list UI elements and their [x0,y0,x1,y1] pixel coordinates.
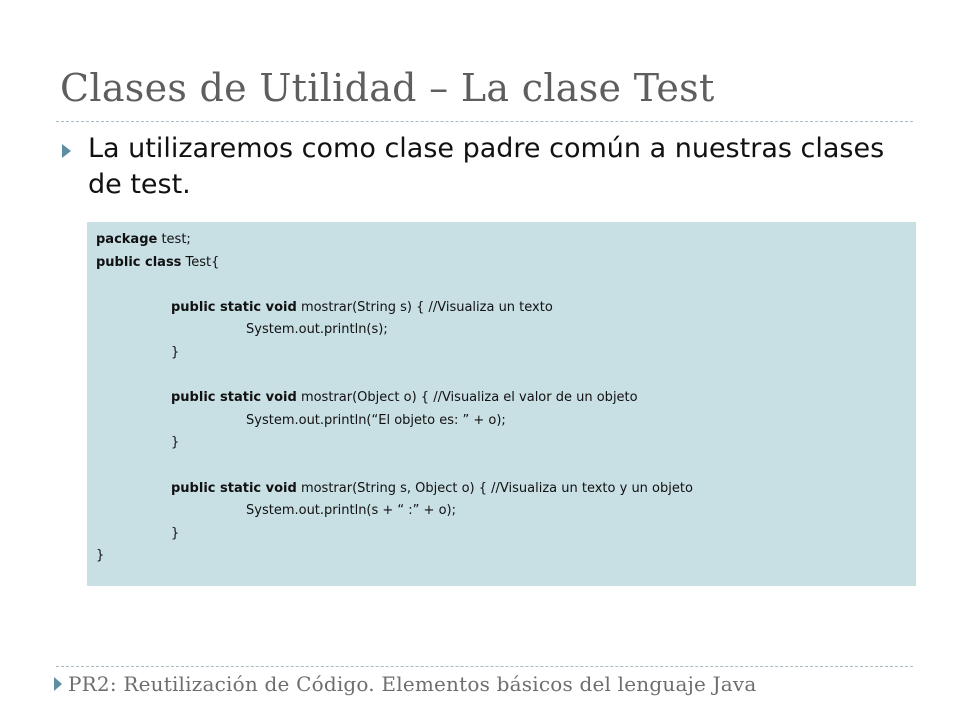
title-divider [56,121,913,122]
code-line [96,297,916,320]
code-line: } [171,525,180,541]
code-text: mostrar(Object o) { //Visualiza el valor de un objeto [296,390,638,406]
code-line: } [171,344,180,360]
code-text: mostrar(String s) { //Visualiza un texto [296,299,553,315]
code-text: test; [157,232,191,247]
code-keyword: public class [96,254,182,270]
code-line [96,229,916,252]
code-line: } [96,548,105,564]
code-text: mostrar(String s, Object o) { //Visualiza un texto y un objeto [296,480,693,496]
code-keyword: public static void [171,299,297,315]
footer-text: PR2: Reutilización de Código. Elementos básicos del lenguaje Java [68,672,757,696]
code-blank-line [96,455,916,478]
code-blank-line [96,274,916,297]
code-text: Test{ [181,254,220,270]
code-line: System.out.println(“El objeto es: ” + o); [246,412,506,428]
code-line [96,252,916,275]
code-keyword: public static void [171,480,297,496]
code-keyword: public static void [171,390,297,406]
code-blank-line [96,365,916,388]
code-line [96,387,916,410]
bullet-text: La utilizaremos como clase padre común a nuestras clases de test. [88,133,885,200]
code-block [87,222,916,586]
bullet-triangle-icon [62,144,71,158]
code-line: System.out.println(s); [246,322,388,338]
code-line [96,478,916,501]
footer-triangle-icon [54,677,62,691]
code-line: } [171,435,180,451]
code-keyword: package [96,232,158,247]
slide-title: Clases de Utilidad – La clase Test [60,66,715,110]
footer-divider [56,666,913,667]
code-line: System.out.println(s + “ :” + o); [246,503,456,519]
